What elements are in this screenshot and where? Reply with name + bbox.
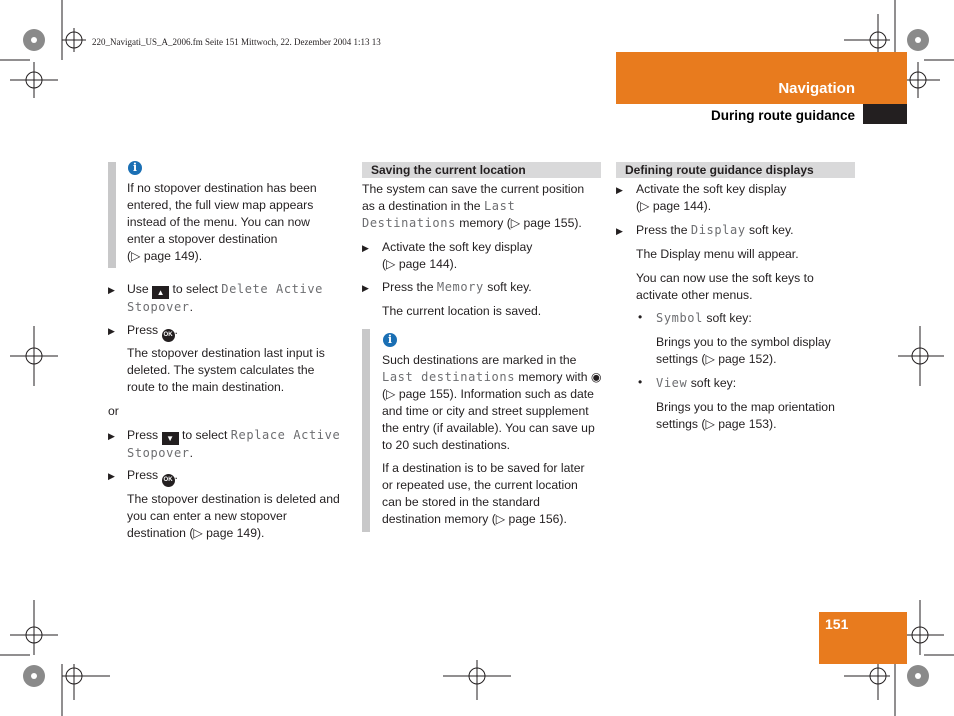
menu-item-code: Stopover xyxy=(127,300,190,314)
step-press-ok xyxy=(127,467,178,487)
subsection-title: During route guidance xyxy=(710,108,855,123)
period: . xyxy=(189,300,193,314)
info-note-line: and time or city and street supplement xyxy=(382,404,589,418)
step-text: Activate the soft key display xyxy=(636,182,787,196)
result-line: you can enter a new stopover xyxy=(127,509,287,523)
or-separator: or xyxy=(108,404,119,418)
info-bar xyxy=(108,162,116,268)
step-text: Activate the soft key display xyxy=(382,240,533,254)
step-activate-softkeys xyxy=(636,181,786,215)
crop-mark-bottom-center xyxy=(443,660,511,700)
crop-mark-top-left xyxy=(0,0,86,98)
step-press-display xyxy=(636,222,794,239)
info-bar xyxy=(362,329,370,532)
result-line: You can now use the soft keys to xyxy=(636,271,814,285)
crop-mark-mid-left xyxy=(10,326,58,386)
step-arrow-icon: ▶ xyxy=(108,431,115,441)
bullet-icon: • xyxy=(638,310,643,324)
result-line: route to the main destination. xyxy=(127,380,285,394)
period: . xyxy=(174,323,178,337)
softkey-code: View xyxy=(656,376,688,390)
step-text: Press xyxy=(127,468,159,482)
bullet-text: soft key: xyxy=(690,376,737,390)
result-line: destination (▷ page 149). xyxy=(127,526,265,540)
info-note xyxy=(382,460,604,528)
intro-line: memory (▷ page 155). xyxy=(459,216,582,230)
info-note-line: entered, the full view map appears xyxy=(127,198,314,212)
description-line: settings (▷ page 152). xyxy=(656,352,777,366)
section-heading: Saving the current location xyxy=(362,162,601,178)
intro-line: as a destination in the xyxy=(362,199,481,213)
memory-code: Last destinations xyxy=(382,370,516,384)
bullet-symbol-softkey xyxy=(656,310,752,327)
info-note-line: enter a stopover destination xyxy=(127,232,278,246)
step-text: (▷ page 144). xyxy=(636,199,712,213)
description-line: Brings you to the map orientation xyxy=(656,400,835,414)
step-arrow-icon: ▶ xyxy=(616,226,623,236)
subsection-marker xyxy=(863,104,907,124)
file-info-line: 220_Navigati_US_A_2006.fm Seite 151 Mittwoch, 22. Dezember 2004 1:13 13 xyxy=(92,37,381,47)
softkey-code: Display xyxy=(690,223,746,237)
ok-button-icon: OK xyxy=(162,474,175,487)
info-note-line: (▷ page 149). xyxy=(127,249,203,263)
step-text: Press xyxy=(127,428,159,442)
info-icon: i xyxy=(383,333,397,347)
crop-mark-mid-right xyxy=(898,326,944,386)
step-press-ok xyxy=(127,322,178,342)
step-activate-softkeys xyxy=(382,239,532,273)
step-text: soft key. xyxy=(749,223,794,237)
step-use-up-key xyxy=(127,281,352,316)
intro-paragraph xyxy=(362,181,602,232)
step-press-down-key xyxy=(127,427,357,462)
step-arrow-icon: ▶ xyxy=(108,471,115,481)
step-result xyxy=(636,270,814,304)
step-press-memory xyxy=(382,279,532,296)
info-note-line: destination memory (▷ page 156). xyxy=(382,512,567,526)
result-line: activate other menus. xyxy=(636,288,753,302)
info-note-line: can be stored in the standard xyxy=(382,495,540,509)
result-line: The stopover destination last input is xyxy=(127,346,325,360)
ok-button-icon: OK xyxy=(162,329,175,342)
step-text: to select xyxy=(172,282,218,296)
description-line: settings (▷ page 153). xyxy=(656,417,777,431)
section-heading: Defining route guidance displays xyxy=(616,162,855,178)
step-text: (▷ page 144). xyxy=(382,257,458,271)
menu-item-code: Replace Active xyxy=(230,428,341,442)
softkey-code: Memory xyxy=(436,280,484,294)
result-line: deleted. The system calculates the xyxy=(127,363,315,377)
info-note-line: If no stopover destination has been xyxy=(127,181,317,195)
period: . xyxy=(174,468,178,482)
menu-item-code: Stopover xyxy=(127,446,190,460)
crop-mark-bottom-left xyxy=(0,600,110,716)
info-note-line: (▷ page 155). Information such as date xyxy=(382,387,594,401)
info-note-line: If a destination is to be saved for later xyxy=(382,461,585,475)
intro-line: The system can save the current position xyxy=(362,182,585,196)
info-note-line: to 20 such destinations. xyxy=(382,438,511,452)
section-title: Navigation xyxy=(778,80,855,97)
info-note-line: memory with ◉ xyxy=(518,370,602,384)
memory-code: Destinations xyxy=(362,216,456,230)
step-result xyxy=(127,345,325,396)
step-arrow-icon: ▶ xyxy=(616,185,623,195)
softkey-code: Symbol xyxy=(656,311,703,325)
step-arrow-icon: ▶ xyxy=(362,243,369,253)
step-text: Press the xyxy=(636,223,688,237)
info-note xyxy=(382,352,604,454)
step-arrow-icon: ▶ xyxy=(362,283,369,293)
step-arrow-icon: ▶ xyxy=(108,285,115,295)
step-text: Press xyxy=(127,323,159,337)
info-note xyxy=(127,180,317,265)
page-number: 151 xyxy=(825,616,849,632)
bullet-view-softkey xyxy=(656,375,736,392)
result-line: The stopover destination is deleted and xyxy=(127,492,340,506)
info-note-line: Such destinations are marked in the xyxy=(382,353,577,367)
step-result: The Display menu will appear. xyxy=(636,247,799,261)
up-arrow-key-icon: ▲ xyxy=(152,286,169,299)
step-text: soft key. xyxy=(487,280,532,294)
period: . xyxy=(189,446,193,460)
step-result xyxy=(127,491,340,542)
step-result: The current location is saved. xyxy=(382,304,542,318)
bullet-icon: • xyxy=(638,375,643,389)
description-line: Brings you to the symbol display xyxy=(656,335,831,349)
menu-item-code: Delete Active xyxy=(221,282,323,296)
step-text: Press the xyxy=(382,280,434,294)
bullet-description xyxy=(656,399,835,433)
down-arrow-key-icon: ▼ xyxy=(162,432,179,445)
info-icon: i xyxy=(128,161,142,175)
info-note-line: instead of the menu. You can now xyxy=(127,215,310,229)
step-text: to select xyxy=(181,428,228,442)
step-text: Use xyxy=(127,282,149,296)
step-arrow-icon: ▶ xyxy=(108,326,115,336)
bullet-description xyxy=(656,334,831,368)
bullet-text: soft key: xyxy=(706,311,752,325)
memory-code: Last xyxy=(483,199,516,213)
info-note-line: the entry (if available). You can save up xyxy=(382,421,595,435)
info-note-line: or repeated use, the current location xyxy=(382,478,578,492)
